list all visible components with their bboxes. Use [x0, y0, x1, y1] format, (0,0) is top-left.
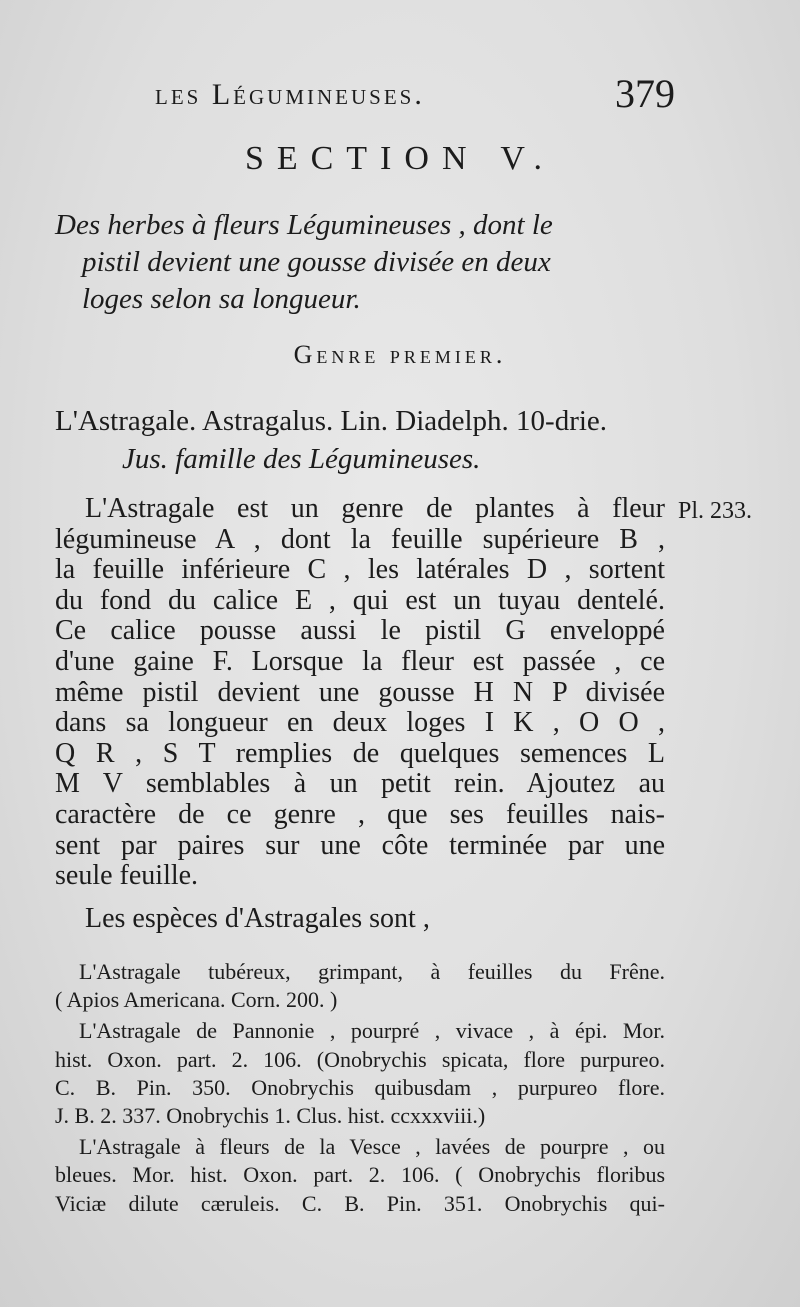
- subtitle-line: pistil devient une gousse divisée en deux: [82, 246, 551, 278]
- body-line: légumineuse A , dont la feuille supérieure B ,: [55, 523, 665, 555]
- body-line: la feuille inférieure C , les latérales D , sortent: [55, 554, 665, 586]
- nomenclature-line: L'Astragale. Astragalus. Lin. Diadelph. 10-drie.: [55, 405, 608, 437]
- body-line: même pistil devient une gousse H N P divisée: [55, 676, 665, 708]
- body-line: Q R , S T remplies de quelques semences L: [55, 737, 665, 769]
- genre-title: Genre premier.: [293, 340, 507, 369]
- species-line: J. B. 2. 337. Onobrychis 1. Clus. hist. ccxxxviii.): [55, 1103, 486, 1129]
- body-line: caractère de ce genre , que ses feuilles nais-: [55, 798, 665, 830]
- body-line: dans sa longueur en deux loges I K , O O ,: [55, 707, 665, 739]
- body-line: seule feuille.: [55, 860, 199, 892]
- body-line: sent par paires sur une côte terminée par une: [55, 829, 665, 861]
- body-line: Ce calice pousse aussi le pistil G enveloppé: [55, 615, 665, 647]
- species-line: ( Apios Americana. Corn. 200. ): [55, 987, 338, 1013]
- species-line: bleues. Mor. hist. Oxon. part. 2. 106. ( Onobrychis floribus: [55, 1162, 665, 1188]
- nomenclature-line: Jus. famille des Légumineuses.: [122, 443, 481, 475]
- genre-nomenclature: [55, 402, 665, 478]
- species-line: L'Astragale à fleurs de la Vesce , lavées de pourpre , ou: [79, 1134, 665, 1160]
- subtitle-line: Des herbes à fleurs Légumineuses , dont le: [55, 209, 553, 241]
- body-line: L'Astragale est un genre de plantes à fleur: [85, 493, 665, 524]
- page-number: 379: [615, 71, 675, 116]
- body-line: du fond du calice E , qui est un tuyau dentelé.: [55, 584, 665, 616]
- section-subtitle: [55, 207, 665, 318]
- body-line: M V semblables à un petit rein. Ajoutez au: [55, 768, 665, 800]
- species-line: L'Astragale de Pannonie , pourpré , vivace , à épi. Mor.: [79, 1018, 665, 1044]
- species-list: [55, 958, 665, 1218]
- section-title: SECTION V.: [244, 140, 556, 177]
- plate-reference: Pl. 233.: [678, 498, 753, 524]
- subtitle-line: loges selon sa longueur.: [82, 283, 361, 315]
- running-head: les Légumineuses.: [155, 78, 425, 111]
- species-line: L'Astragale tubéreux, grimpant, à feuilles du Frêne.: [79, 959, 665, 984]
- body-line: d'une gaine F. Lorsque la fleur est passée , ce: [55, 645, 665, 677]
- species-line: C. B. Pin. 350. Onobrychis quibusdam , purpureo flore.: [55, 1074, 665, 1100]
- page-header: [155, 70, 675, 120]
- body-paragraph: [55, 494, 665, 892]
- species-heading: Les espèces d'Astragales sont ,: [85, 903, 430, 934]
- species-line: hist. Oxon. part. 2. 106. (Onobrychis spicata, flore purpureo.: [55, 1046, 665, 1072]
- species-line: Viciæ dilute cæruleis. C. B. Pin. 351. Onobrychis qui-: [55, 1190, 665, 1216]
